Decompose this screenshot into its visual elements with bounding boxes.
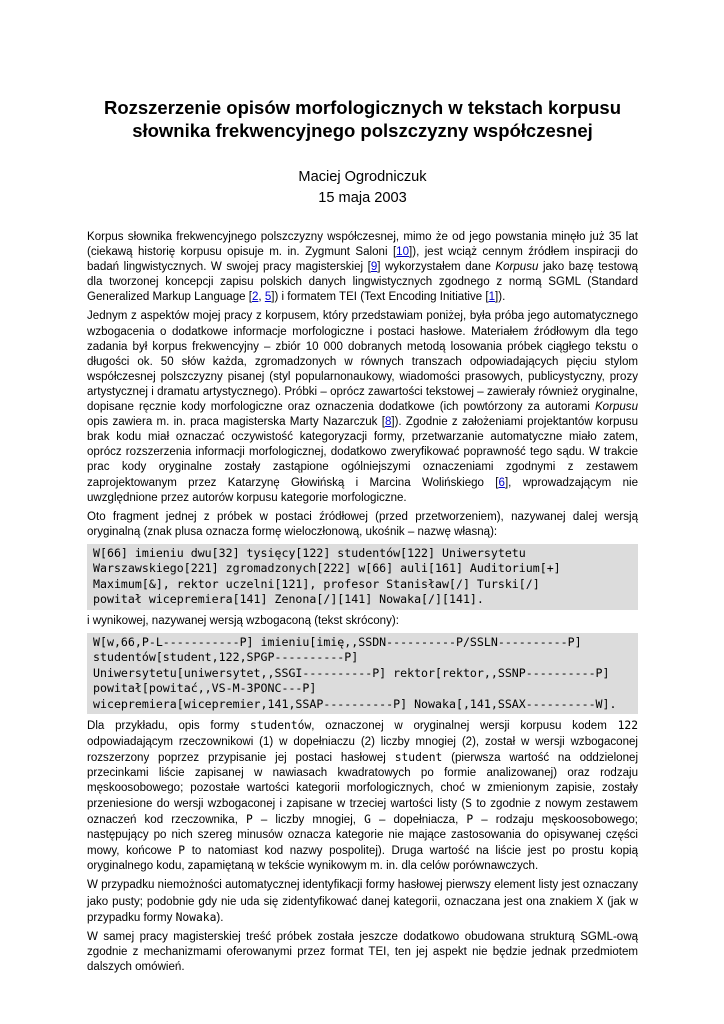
code-line: powitał wicepremiera[141] Zenona[/][141] Nowaka[/][141]. bbox=[93, 592, 484, 607]
code-line: W[66] imieniu dwu[32] tysięcy[122] studentów[122] Uniwersytetu bbox=[93, 545, 526, 560]
code-block-enriched bbox=[87, 633, 638, 715]
code-line: Warszawskiego[221] zgromadzonych[222] w[66] auli[161] Auditorium[+] bbox=[93, 561, 561, 576]
title-line-1: Rozszerzenie opisów morfologicznych w tekstach korpusu bbox=[103, 97, 622, 118]
code-block-original bbox=[87, 544, 638, 610]
code-line: studentów[student,122,SPGP----------P] bbox=[93, 650, 359, 665]
citation-link-6[interactable]: 6 bbox=[498, 476, 505, 489]
paragraph-6: W przypadku niemożności automatycznej identyfikacji formy hasłowej pierwszy element listy jest oznaczany jako pusty; podobnie gdy nie uda się zidentyfikować danej kategorii, oznaczana jest ona znakiem X (jak w przypadku formy Nowaka). bbox=[87, 879, 638, 924]
citation-link-2[interactable]: 2 bbox=[251, 291, 259, 304]
document-title bbox=[87, 96, 638, 142]
code-line: powitał[powitać,,VS-M-3PONC---P] bbox=[93, 681, 317, 696]
paragraph-7: W samej pracy magisterskiej treść próbek została jeszcze dodatkowo obudowana strukturą SGML-ową zgodnie z mechanizmami oferowanymi przez format TEI, ten jej aspekt nie będzie jednak przedmiotem dalszych omówień. bbox=[87, 930, 638, 973]
code-line: Uniwersytetu[uniwersytet,,SSGI----------P] rektor[rektor,,SSNP----------P] bbox=[93, 665, 610, 680]
author-name: Maciej Ogrodniczuk bbox=[298, 169, 427, 185]
code-line: W[w,66,P-L-----------P] imieniu[imię,,SSDN----------P/SSLN----------P] bbox=[93, 634, 582, 649]
paragraph-5: Dla przykładu, opis formy studentów, oznaczonej w oryginalnej wersji korpusu kodem 122 odpowiadającym rzeczownikowi (1) w dopełniaczu (2) liczby mnogiej (2), został w wersji wzbogaconej rozszerzony poprzez przypisanie jej postaci hasłowej student (pierwsza wartość na oddzielonej przecinkami liście zapisanej w nawiasach kwadratowych po formie analizowanej) oraz rodzaju męskoosobowego; pozostałe wartości kategorii morfologicznych, choć w zmienionym zapisie, zostały przeniesione do wersji wzbogaconej i zapisane w trzeciej wartości listy (S to zgodnie z nowym zestawem oznaczeń kod rzeczownika, P – liczby mnogiej, G – dopełniacza, P – rodzaju męskoosobowego; następujący po nich szereg minusów oznacza kategorie nie mające zastosowania do opisywanej części mowy, końcowe P to natomiast kod nazwy pospolitej). Druga wartość na liście jest po prostu kopią oryginalnego kodu, zapamiętaną w tekście wynikowym m. in. dla celów porównawczych. bbox=[87, 719, 639, 873]
citation-link-10[interactable]: 10 bbox=[396, 246, 410, 259]
citation-link-5[interactable]: 5 bbox=[264, 291, 272, 304]
document-body bbox=[87, 230, 638, 975]
paragraph-4: i wynikowej, nazywanej wersją wzbogaconą (tekst skrócony): bbox=[87, 614, 399, 627]
paragraph-2: Jednym z aspektów mojej pracy z korpusem, który przedstawiam poniżej, była próba jego automatycznego wzbogacenia o dodatkowe informacje morfologiczne i postaci hasłowe. Materiałem źródłowym dla tego zadania był korpus frekwencyjny – zbiór 10 000 dobranych metodą losowania próbek ciągłego tekstu o długości ok. 50 słów każda, zgromadzonych w równych transzach odpowiadających pięciu stylom współczesnej polszczyzny pisanej (styl popularnonaukowy, wiadomości prasowych, publicystyczny, prozy artystycznej i dramatu artystycznego). Próbki – oprócz zawartości tekstowej – zawierały również oryginalne, dopisane ręcznie kody morfologiczne oraz oznaczenia dodatkowe (ich powtórzony za autorami Korpusu opis zawiera m. in. praca magisterska Marty Nazarczuk [8]). Zgodnie z założeniami projektantów korpusu brak kodu miał oznaczać oczywistość kategoryzacji formy, przetwarzanie automatyczne miało zatem, oprócz rozszerzenia informacji morfologicznej, dodatkowo zweryfikować poprawność tego sądu. W trakcie prac kody oryginalne zostały zastąpione ogólniejszymi oznaczeniami zgodnymi z zestawem zaprojektowanym przez Katarzynę Głowińską i Marcina Wolińskiego [6], wprowadzającym nie uwzględnione przez autorów korpusu kategorie morfologiczne. bbox=[87, 310, 639, 504]
code-line: Maximum[&], rektor uczelni[121], profesor Stanisław[/] Turski[/] bbox=[93, 576, 540, 591]
paragraph-3: Oto fragment jednej z próbek w postaci źródłowej (przed przetworzeniem), nazywanej dalej wersją oryginalną (znak plusa oznacza formę wieloczłonową, ukośnik – nazwę własną): bbox=[87, 510, 638, 538]
title-line-2: słownika frekwencyjnego polszczyzny współczesnej bbox=[132, 120, 593, 141]
citation-link-8[interactable]: 8 bbox=[384, 416, 392, 429]
citation-link-1[interactable]: 1 bbox=[488, 291, 496, 304]
publication-date: 15 maja 2003 bbox=[318, 190, 407, 206]
code-line: wicepremiera[wicepremier,141,SSAP----------P] Nowaka[,141,SSAX----------W]. bbox=[93, 696, 617, 711]
citation-link-9[interactable]: 9 bbox=[370, 261, 378, 274]
paragraph-1: Korpus słownika frekwencyjnego polszczyzny współczesnej, mimo że od jego powstania minęło już 35 lat (ciekawą historię korpusu opisuje m. in. Zygmunt Saloni [10]), jest wciąż cennym źródłem inspiracji do badań lingwistycznych. W swojej pracy magisterskiej [9] wykorzystałem dane Korpusu jako bazę testową dla tworzonej koncepcji zapisu polskich danych lingwistycznych zgodnego z normą SGML (Standard Generalized Markup Language [2, 5]) i formatem TEI (Text Encoding Initiative [1]). bbox=[87, 231, 638, 304]
document-page bbox=[87, 96, 638, 975]
